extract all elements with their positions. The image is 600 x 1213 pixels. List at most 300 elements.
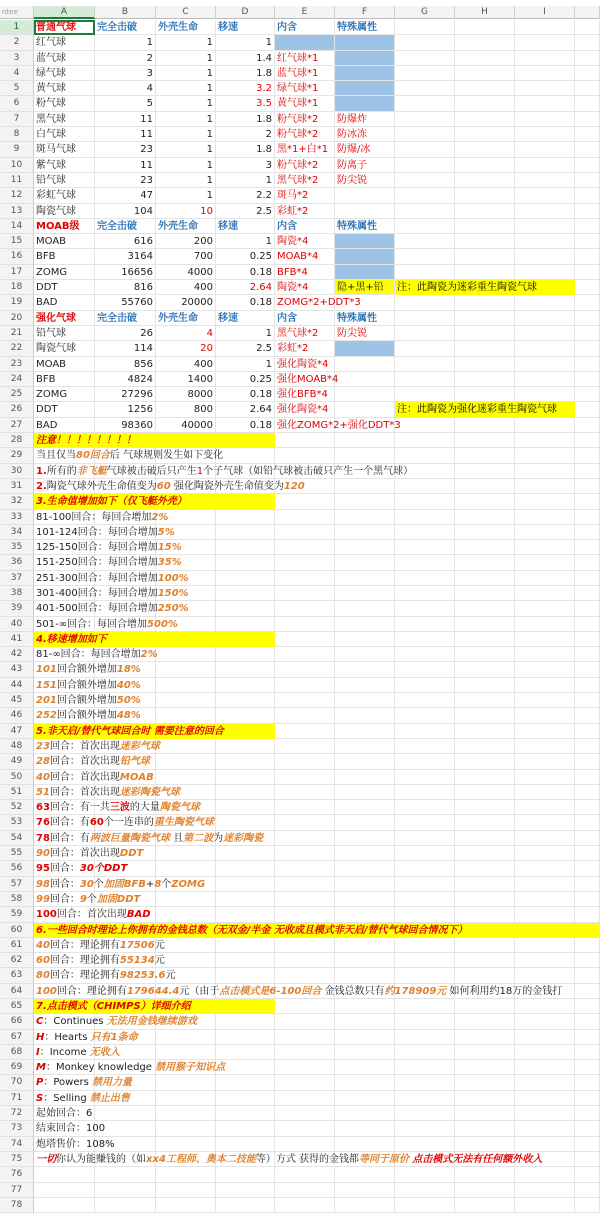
cell-g[interactable] [395, 96, 455, 111]
cell-j[interactable] [575, 265, 600, 280]
cell-g[interactable] [395, 433, 455, 448]
cell-h[interactable] [455, 219, 515, 234]
cell-c[interactable]: 1 [156, 188, 216, 203]
cell-b[interactable]: 23 [95, 173, 156, 188]
cell-d[interactable] [216, 555, 275, 570]
cell-g[interactable] [395, 525, 455, 540]
cell-h[interactable] [455, 479, 515, 494]
cell-c[interactable] [156, 739, 216, 754]
cell-b[interactable]: 27296 [95, 387, 156, 402]
note-text[interactable] [34, 999, 193, 1014]
cell-i[interactable] [515, 601, 575, 616]
cell-e[interactable]: 彩虹*2 [275, 341, 335, 356]
cell-f[interactable]: 防爆/冰 [335, 142, 395, 157]
cell-i[interactable] [515, 770, 575, 785]
cell-j[interactable] [575, 571, 600, 586]
cell-h[interactable] [455, 938, 515, 953]
cell-e[interactable] [275, 739, 335, 754]
cell-i[interactable] [515, 295, 575, 310]
cell-f[interactable] [335, 938, 395, 953]
cell-i[interactable] [515, 357, 575, 372]
cell-h[interactable] [455, 35, 515, 50]
note-text[interactable] [34, 1014, 199, 1029]
cell-a[interactable]: 白气球 [34, 127, 95, 142]
cell-f[interactable]: 防离子 [335, 158, 395, 173]
cell-c[interactable] [156, 1183, 216, 1198]
cell-b[interactable] [95, 1106, 156, 1121]
cell-h[interactable] [455, 1014, 515, 1029]
cell-e[interactable]: 粉气球*2 [275, 158, 335, 173]
cell-d[interactable] [216, 800, 275, 815]
cell-j[interactable] [575, 877, 600, 892]
cell-c[interactable]: 800 [156, 402, 216, 417]
cell-c[interactable] [156, 907, 216, 922]
row-header[interactable]: 35 [0, 540, 34, 555]
cell-g[interactable] [395, 112, 455, 127]
cell-i[interactable] [515, 66, 575, 81]
cell-e[interactable] [275, 632, 335, 647]
cell-e[interactable] [275, 800, 335, 815]
row-header[interactable]: 32 [0, 494, 34, 509]
cell-h[interactable] [455, 892, 515, 907]
cell-i[interactable] [515, 265, 575, 280]
cell-c[interactable] [156, 1198, 216, 1213]
cell-c[interactable] [156, 892, 216, 907]
cell-i[interactable] [515, 555, 575, 570]
cell-h[interactable] [455, 647, 515, 662]
cell-c[interactable]: 1 [156, 173, 216, 188]
cell-d[interactable]: 3.2 [216, 81, 275, 96]
cell-d[interactable]: 2.64 [216, 402, 275, 417]
cell-c[interactable]: 1 [156, 96, 216, 111]
cell-g[interactable] [395, 158, 455, 173]
cell-c[interactable] [156, 1106, 216, 1121]
cell-h[interactable] [455, 20, 515, 35]
cell-a[interactable]: MOAB [34, 234, 95, 249]
cell-d[interactable] [216, 953, 275, 968]
cell-f[interactable] [335, 1106, 395, 1121]
cell-i[interactable] [515, 708, 575, 723]
cell-b[interactable]: 23 [95, 142, 156, 157]
cell-g[interactable] [395, 831, 455, 846]
cell-d[interactable]: 1.8 [216, 66, 275, 81]
cell-c[interactable]: 1 [156, 142, 216, 157]
cell-b[interactable]: 16656 [95, 265, 156, 280]
cell-f[interactable] [335, 647, 395, 662]
cell-b[interactable]: 5 [95, 96, 156, 111]
cell-h[interactable] [455, 66, 515, 81]
row-header[interactable]: 53 [0, 815, 34, 830]
note-text[interactable] [34, 662, 143, 677]
cell-f[interactable] [335, 968, 395, 983]
cell-j[interactable] [575, 770, 600, 785]
cell-g[interactable] [395, 861, 455, 876]
cell-j[interactable] [575, 647, 600, 662]
cell-d[interactable] [216, 815, 275, 830]
cell-b[interactable]: 3164 [95, 249, 156, 264]
cell-i[interactable] [515, 448, 575, 463]
row-header[interactable]: 39 [0, 601, 34, 616]
cell-e[interactable] [275, 510, 335, 525]
cell-j[interactable] [575, 142, 600, 157]
note-text[interactable] [34, 1060, 227, 1075]
cell-e[interactable] [275, 571, 335, 586]
cell-d[interactable] [216, 1075, 275, 1090]
cell-j[interactable] [575, 372, 600, 387]
cell-e[interactable]: 强化ZOMG*2+强化DDT*3 [275, 418, 335, 433]
cell-i[interactable] [515, 1075, 575, 1090]
note-text[interactable] [34, 831, 265, 846]
row-header[interactable]: 38 [0, 586, 34, 601]
cell-d[interactable]: 1.8 [216, 112, 275, 127]
note-cell[interactable]: 注：此陶瓷为迷彩重生陶瓷气球 [395, 280, 575, 295]
note-text[interactable] [34, 433, 138, 448]
cell-f[interactable] [335, 662, 395, 677]
cell-b[interactable]: 完全击破 [95, 311, 156, 326]
cell-i[interactable] [515, 234, 575, 249]
row-header[interactable]: 12 [0, 188, 34, 203]
cell-g[interactable] [395, 1014, 455, 1029]
cell-d[interactable]: 3.5 [216, 96, 275, 111]
row-header[interactable]: 45 [0, 693, 34, 708]
cell-e[interactable] [275, 999, 335, 1014]
cell-h[interactable] [455, 678, 515, 693]
cell-j[interactable] [575, 953, 600, 968]
cell-g[interactable] [395, 1198, 455, 1213]
cell-a[interactable]: 强化气球 [34, 311, 95, 326]
cell-b[interactable]: 104 [95, 204, 156, 219]
note-text[interactable] [34, 632, 109, 647]
cell-f[interactable] [335, 831, 395, 846]
cell-i[interactable] [515, 877, 575, 892]
cell-a[interactable]: ZOMG [34, 387, 95, 402]
cell-j[interactable] [575, 938, 600, 953]
cell-i[interactable] [515, 586, 575, 601]
cell-e[interactable] [275, 1121, 335, 1136]
cell-i[interactable] [515, 204, 575, 219]
cell-d[interactable] [216, 861, 275, 876]
cell-i[interactable] [515, 662, 575, 677]
cell-e[interactable] [275, 617, 335, 632]
row-header[interactable]: 15 [0, 234, 34, 249]
cell-h[interactable] [455, 999, 515, 1014]
cell-f[interactable] [335, 510, 395, 525]
cell-i[interactable] [515, 1091, 575, 1106]
cell-d[interactable] [216, 785, 275, 800]
cell-d[interactable] [216, 525, 275, 540]
cell-f[interactable] [335, 387, 395, 402]
cell-e[interactable] [275, 938, 335, 953]
cell-j[interactable] [575, 1045, 600, 1060]
cell-j[interactable] [575, 51, 600, 66]
cell-j[interactable] [575, 1121, 600, 1136]
cell-c[interactable]: 10 [156, 204, 216, 219]
cell-j[interactable] [575, 173, 600, 188]
cell-e[interactable] [275, 724, 335, 739]
cell-i[interactable] [515, 617, 575, 632]
cell-d[interactable] [216, 1106, 275, 1121]
column-header-h[interactable]: H [455, 6, 515, 19]
cell-f[interactable] [335, 1167, 395, 1182]
cell-g[interactable] [395, 555, 455, 570]
cell-d[interactable] [216, 938, 275, 953]
cell-i[interactable] [515, 953, 575, 968]
cell-d[interactable] [216, 1121, 275, 1136]
cell-d[interactable]: 3 [216, 158, 275, 173]
cell-d[interactable]: 2.2 [216, 188, 275, 203]
cell-e[interactable] [275, 815, 335, 830]
row-header[interactable]: 36 [0, 555, 34, 570]
cell-f[interactable] [335, 433, 395, 448]
cell-j[interactable] [575, 739, 600, 754]
cell-j[interactable] [575, 754, 600, 769]
select-all-corner[interactable]: ntee [0, 6, 34, 19]
cell-i[interactable] [515, 754, 575, 769]
cell-c[interactable] [156, 708, 216, 723]
cell-h[interactable] [455, 1137, 515, 1152]
row-header[interactable]: 49 [0, 754, 34, 769]
cell-d[interactable] [216, 708, 275, 723]
cell-e[interactable] [275, 1198, 335, 1213]
cell-g[interactable] [395, 586, 455, 601]
note-text[interactable] [34, 861, 129, 876]
cell-d[interactable] [216, 1030, 275, 1045]
cell-e[interactable] [275, 892, 335, 907]
cell-i[interactable] [515, 20, 575, 35]
cell-d[interactable]: 移速 [216, 20, 275, 35]
row-header[interactable]: 69 [0, 1060, 34, 1075]
cell-h[interactable] [455, 311, 515, 326]
cell-i[interactable] [515, 341, 575, 356]
cell-j[interactable] [575, 127, 600, 142]
cell-a[interactable] [34, 1183, 95, 1198]
cell-a[interactable]: BFB [34, 249, 95, 264]
cell-c[interactable]: 1 [156, 35, 216, 50]
cell-d[interactable] [216, 678, 275, 693]
cell-f[interactable] [335, 1198, 395, 1213]
cell-c[interactable]: 40000 [156, 418, 216, 433]
note-text[interactable] [34, 448, 225, 463]
cell-d[interactable] [216, 1198, 275, 1213]
row-header[interactable]: 60 [0, 923, 34, 938]
cell-d[interactable]: 移速 [216, 311, 275, 326]
cell-g[interactable] [395, 907, 455, 922]
cell-h[interactable] [455, 1121, 515, 1136]
note-text[interactable] [34, 892, 142, 907]
cell-h[interactable] [455, 846, 515, 861]
cell-j[interactable] [575, 1167, 600, 1182]
cell-i[interactable] [515, 96, 575, 111]
cell-h[interactable] [455, 1198, 515, 1213]
cell-j[interactable] [575, 800, 600, 815]
row-header[interactable]: 77 [0, 1183, 34, 1198]
cell-c[interactable] [156, 1137, 216, 1152]
cell-i[interactable] [515, 632, 575, 647]
cell-j[interactable] [575, 601, 600, 616]
cell-j[interactable] [575, 464, 600, 479]
row-header[interactable]: 7 [0, 112, 34, 127]
cell-c[interactable] [156, 1075, 216, 1090]
cell-h[interactable] [455, 326, 515, 341]
cell-j[interactable] [575, 617, 600, 632]
cell-g[interactable] [395, 1045, 455, 1060]
cell-g[interactable] [395, 448, 455, 463]
row-header[interactable]: 51 [0, 785, 34, 800]
cell-f[interactable] [335, 815, 395, 830]
cell-e[interactable] [275, 785, 335, 800]
cell-i[interactable] [515, 724, 575, 739]
cell-d[interactable] [216, 754, 275, 769]
cell-d[interactable] [216, 770, 275, 785]
cell-f[interactable] [335, 586, 395, 601]
cell-c[interactable] [156, 1121, 216, 1136]
cell-a[interactable]: 粉气球 [34, 96, 95, 111]
cell-f[interactable] [335, 357, 395, 372]
cell-c[interactable] [156, 693, 216, 708]
cell-h[interactable] [455, 204, 515, 219]
cell-i[interactable] [515, 35, 575, 50]
cell-j[interactable] [575, 586, 600, 601]
row-header[interactable]: 73 [0, 1121, 34, 1136]
cell-g[interactable] [395, 372, 455, 387]
cell-i[interactable] [515, 739, 575, 754]
cell-g[interactable] [395, 1121, 455, 1136]
cell-c[interactable] [156, 1030, 216, 1045]
cell-j[interactable] [575, 433, 600, 448]
cell-h[interactable] [455, 571, 515, 586]
row-header[interactable]: 65 [0, 999, 34, 1014]
note-text[interactable] [34, 1106, 94, 1121]
cell-e[interactable] [275, 448, 335, 463]
cell-a[interactable] [34, 1198, 95, 1213]
cell-g[interactable] [395, 540, 455, 555]
cell-f[interactable] [335, 724, 395, 739]
cell-c[interactable]: 1 [156, 81, 216, 96]
cell-c[interactable]: 1400 [156, 372, 216, 387]
cell-h[interactable] [455, 586, 515, 601]
cell-e[interactable]: 强化陶瓷*4 [275, 357, 335, 372]
cell-f[interactable] [335, 754, 395, 769]
cell-g[interactable] [395, 494, 455, 509]
cell-f[interactable] [335, 81, 395, 96]
cell-d[interactable] [216, 540, 275, 555]
cell-j[interactable] [575, 326, 600, 341]
cell-g[interactable] [395, 311, 455, 326]
cell-f[interactable] [335, 953, 395, 968]
cell-d[interactable]: 1 [216, 234, 275, 249]
cell-h[interactable] [455, 770, 515, 785]
cell-f[interactable] [335, 678, 395, 693]
cell-g[interactable] [395, 1060, 455, 1075]
cell-i[interactable] [515, 127, 575, 142]
cell-g[interactable] [395, 999, 455, 1014]
cell-g[interactable] [395, 708, 455, 723]
cell-j[interactable] [575, 387, 600, 402]
cell-g[interactable] [395, 234, 455, 249]
note-text[interactable] [34, 785, 182, 800]
cell-j[interactable] [575, 555, 600, 570]
cell-d[interactable] [216, 1091, 275, 1106]
row-header[interactable]: 16 [0, 249, 34, 264]
cell-b[interactable]: 616 [95, 234, 156, 249]
cell-f[interactable] [335, 800, 395, 815]
row-header[interactable]: 72 [0, 1106, 34, 1121]
cell-d[interactable] [216, 617, 275, 632]
cell-e[interactable] [275, 540, 335, 555]
cell-f[interactable] [335, 1137, 395, 1152]
cell-e[interactable] [275, 907, 335, 922]
cell-b[interactable]: 11 [95, 158, 156, 173]
cell-h[interactable] [455, 158, 515, 173]
cell-j[interactable] [575, 632, 600, 647]
cell-e[interactable]: BFB*4 [275, 265, 335, 280]
cell-h[interactable] [455, 127, 515, 142]
cell-g[interactable] [395, 739, 455, 754]
note-text[interactable] [34, 968, 177, 983]
cell-d[interactable] [216, 739, 275, 754]
row-header[interactable]: 27 [0, 418, 34, 433]
cell-b[interactable]: 26 [95, 326, 156, 341]
cell-j[interactable] [575, 341, 600, 356]
cell-d[interactable]: 0.25 [216, 372, 275, 387]
cell-e[interactable] [275, 601, 335, 616]
cell-j[interactable] [575, 724, 600, 739]
cell-g[interactable] [395, 601, 455, 616]
cell-d[interactable] [216, 693, 275, 708]
cell-f[interactable] [335, 448, 395, 463]
cell-g[interactable] [395, 66, 455, 81]
cell-i[interactable] [515, 1137, 575, 1152]
cell-c[interactable] [156, 770, 216, 785]
cell-j[interactable] [575, 907, 600, 922]
cell-j[interactable] [575, 540, 600, 555]
cell-g[interactable] [395, 510, 455, 525]
cell-i[interactable] [515, 938, 575, 953]
row-header[interactable]: 11 [0, 173, 34, 188]
cell-d[interactable] [216, 647, 275, 662]
cell-i[interactable] [515, 173, 575, 188]
row-header[interactable]: 57 [0, 877, 34, 892]
cell-f[interactable] [335, 999, 395, 1014]
cell-f[interactable] [335, 341, 395, 356]
cell-g[interactable] [395, 35, 455, 50]
cell-i[interactable] [515, 647, 575, 662]
cell-a[interactable]: BAD [34, 295, 95, 310]
cell-f[interactable] [335, 693, 395, 708]
cell-j[interactable] [575, 418, 600, 433]
cell-a[interactable]: DDT [34, 402, 95, 417]
row-header[interactable]: 63 [0, 968, 34, 983]
cell-h[interactable] [455, 81, 515, 96]
cell-g[interactable] [395, 173, 455, 188]
cell-a[interactable]: 绿气球 [34, 66, 95, 81]
cell-h[interactable] [455, 601, 515, 616]
cell-d[interactable]: 1.4 [216, 51, 275, 66]
row-header[interactable]: 18 [0, 280, 34, 295]
cell-h[interactable] [455, 112, 515, 127]
cell-g[interactable] [395, 1167, 455, 1182]
cell-c[interactable]: 外壳生命 [156, 20, 216, 35]
cell-h[interactable] [455, 295, 515, 310]
cell-e[interactable]: 内含 [275, 219, 335, 234]
cell-e[interactable]: 陶瓷*4 [275, 234, 335, 249]
cell-e[interactable]: 黑气球*2 [275, 326, 335, 341]
cell-e[interactable] [275, 770, 335, 785]
cell-a[interactable]: BAD [34, 418, 95, 433]
cell-e[interactable]: 粉气球*2 [275, 127, 335, 142]
cell-i[interactable] [515, 433, 575, 448]
note-text[interactable] [34, 815, 216, 830]
